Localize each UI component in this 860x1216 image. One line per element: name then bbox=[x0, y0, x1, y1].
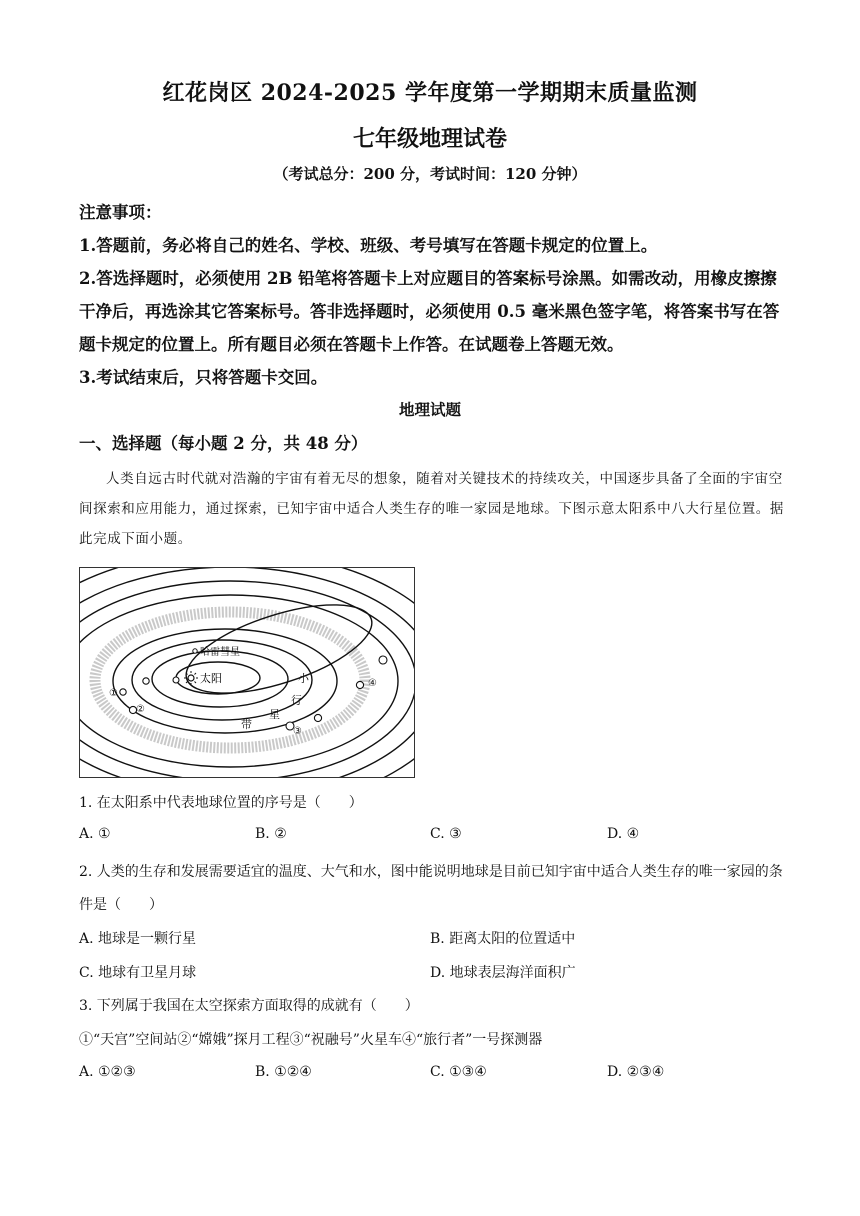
reading-passage: 人类自远古时代就对浩瀚的宇宙有着无尽的想象，随着对关键技术的持续攻关，中国逐步具备了全面的宇宙空间探索和应用能力，通过探索，已知宇宙中适合人类生存的唯一家园是地球。下图示意太阳系中八大行星位置。据此完成下面小题。 bbox=[79, 471, 784, 547]
q3-option-b[interactable]: B. ①②④ bbox=[255, 1064, 312, 1080]
question-1-stem: 1. 在太阳系中代表地球位置的序号是（ ） bbox=[79, 795, 363, 811]
belt-char-1: 小 bbox=[298, 672, 309, 685]
comet-label: 哈雷彗星 bbox=[200, 647, 240, 658]
sun-label: 太阳 bbox=[200, 672, 222, 685]
marker-3: ③ bbox=[293, 726, 302, 737]
note-item-3: 3.考试结束后，只将答题卡交回。 bbox=[79, 368, 328, 387]
question-2-options-row1 bbox=[79, 928, 784, 958]
note-item-1: 1.答题前，务必将自己的姓名、学校、班级、考号填写在答题卡规定的位置上。 bbox=[79, 236, 658, 255]
exam-title: 红花岗区 2024-2025 学年度第一学期期末质量监测 bbox=[162, 80, 698, 106]
q1-option-c[interactable]: C. ③ bbox=[430, 826, 462, 842]
orbit-5 bbox=[80, 595, 398, 767]
halley-comet bbox=[193, 649, 197, 653]
question-2-stem: 2. 人类的生存和发展需要适宜的温度、大气和水，图中能说明地球是目前已知宇宙中适合人类生存的唯一家园的条件是（ ） bbox=[79, 864, 783, 913]
solar-system-figure bbox=[79, 567, 415, 778]
planet-marker-4 bbox=[356, 681, 363, 688]
q1-option-d[interactable]: D. ④ bbox=[607, 826, 640, 842]
q3-option-c[interactable]: C. ①③④ bbox=[430, 1064, 487, 1080]
section-title: 地理试题 bbox=[398, 400, 461, 419]
solar-system-diagram bbox=[80, 568, 414, 777]
planet-8 bbox=[379, 656, 387, 664]
planet-marker-1 bbox=[120, 689, 126, 695]
exam-info: （考试总分：200 分，考试时间：120 分钟） bbox=[273, 165, 587, 183]
q1-option-b[interactable]: B. ② bbox=[255, 826, 287, 842]
belt-char-3: 星 bbox=[269, 708, 280, 721]
q1-option-a[interactable]: A. ① bbox=[79, 826, 111, 842]
planet-7 bbox=[314, 714, 321, 721]
question-2-options-row2 bbox=[79, 962, 784, 992]
marker-4: ④ bbox=[368, 678, 377, 689]
belt-char-4: 带 bbox=[241, 718, 252, 731]
q2-option-d[interactable]: D. 地球表层海洋面积广 bbox=[430, 965, 576, 981]
notes-block bbox=[79, 196, 784, 394]
marker-2: ② bbox=[136, 704, 145, 715]
question-3-statement: ①“天宫”空间站②“嫦娥”探月工程③“祝融号”火星车④“旅行者”一号探测器 bbox=[79, 1032, 543, 1048]
q3-option-a[interactable]: A. ①②③ bbox=[79, 1064, 136, 1080]
q2-option-c[interactable]: C. 地球有卫星月球 bbox=[79, 965, 197, 981]
planet-mercury bbox=[173, 677, 179, 683]
q2-option-a[interactable]: A. 地球是一颗行星 bbox=[79, 931, 197, 947]
notes-heading: 注意事项： bbox=[79, 203, 162, 222]
orbit-8 bbox=[80, 568, 414, 777]
q2-option-b[interactable]: B. 距离太阳的位置适中 bbox=[430, 931, 576, 947]
question-3-stem: 3. 下列属于我国在太空探索方面取得的成就有（ ） bbox=[79, 998, 419, 1014]
part-title: 一、选择题（每小题 2 分，共 48 分） bbox=[79, 434, 368, 453]
belt-char-2: 行 bbox=[291, 694, 302, 707]
planet-venus bbox=[143, 678, 149, 684]
marker-1: ① bbox=[109, 688, 118, 699]
note-item-2: 2.答选择题时，必须使用 2B 铅笔将答题卡上对应题目的答案标号涂黑。如需改动，用橡皮擦擦干净后，再选涂其它答案标号。答非选择题时，必须使用 0.5 毫米黑色签字笔，将答案书写在答题卡规定的位置上。所有题目必须在答题卡上作答。在试题卷上答题无效。 bbox=[79, 269, 780, 354]
question-1-options bbox=[79, 826, 784, 856]
q3-option-d[interactable]: D. ②③④ bbox=[607, 1064, 665, 1080]
orbit-7 bbox=[80, 568, 414, 777]
exam-subject-title: 七年级地理试卷 bbox=[352, 126, 507, 152]
question-3-options bbox=[79, 1064, 784, 1094]
